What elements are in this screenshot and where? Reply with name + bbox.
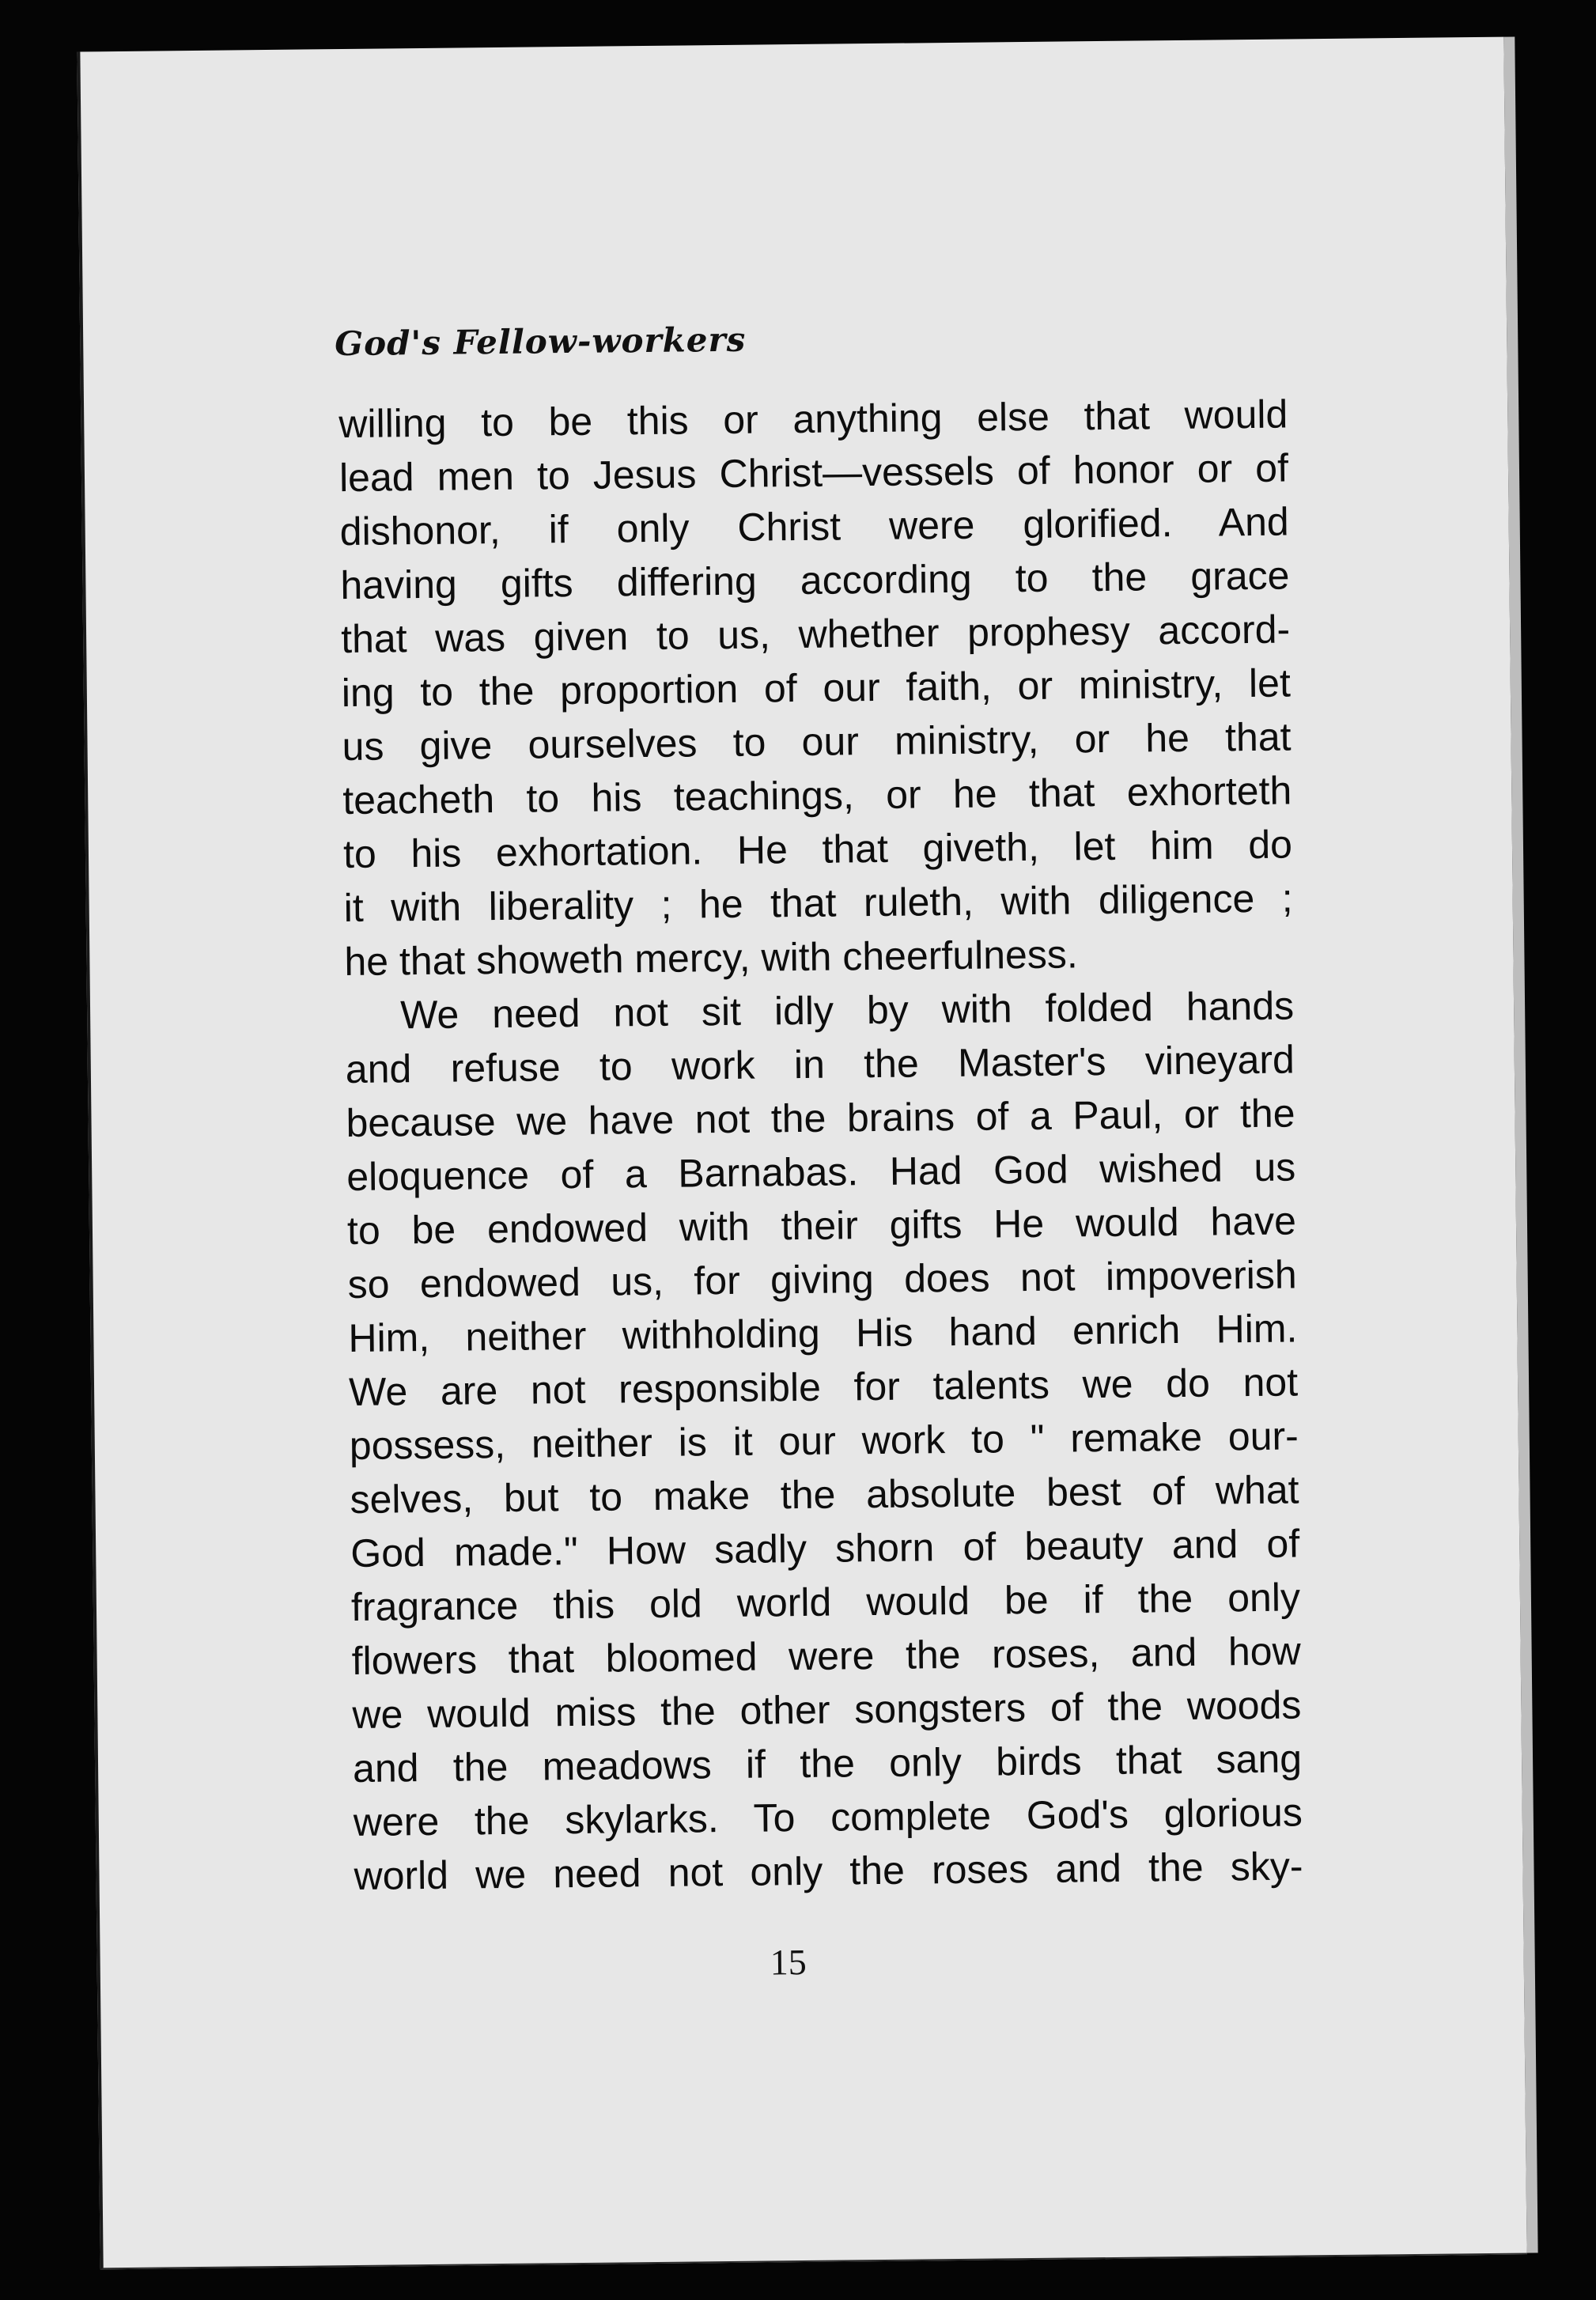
text-line: ing to the proportion of our faith, or ministry, let — [341, 660, 1292, 716]
text-line: We are not responsible for talents we do not — [348, 1360, 1299, 1415]
page-number: 15 — [770, 1941, 807, 1983]
text-line: eloquence of a Barnabas. Had God wished us — [346, 1144, 1296, 1200]
text-line: because we have not the brains of a Paul, or the — [346, 1091, 1295, 1146]
text-line: he that showeth mercy, with cheerfulness. — [344, 932, 1078, 985]
text-line: willing to be this or anything else that would — [338, 392, 1288, 447]
text-line: world we need not only the roses and the sky- — [354, 1844, 1303, 1898]
text-line: us give ourselves to our ministry, or he that — [342, 714, 1292, 770]
book-page — [77, 37, 1526, 2270]
text-line: that was given to us, whether prophesy accord- — [340, 607, 1291, 662]
text-line: to his exhortation. He that giveth, let him do — [342, 822, 1293, 877]
text-line: lead men to Jesus Christ—vessels of honor or of — [338, 445, 1289, 501]
body-text — [338, 388, 1303, 1903]
text-line: possess, neither is it our work to " remake our- — [349, 1413, 1299, 1469]
text-line: Him, neither withholding His hand enrich Him. — [348, 1306, 1298, 1361]
text-line: and the meadows if the only birds that sang — [352, 1736, 1303, 1791]
text-line: fragrance this old world would be if the only — [350, 1575, 1301, 1629]
text-line: having gifts differing according to the grace — [340, 553, 1290, 608]
paragraph-1 — [338, 388, 1294, 989]
text-line: We need not sit idly by with folded hands — [399, 983, 1295, 1038]
text-line: dishonor, if only Christ were glorified. And — [339, 499, 1289, 554]
text-line: to be endowed with their gifts He would have — [346, 1198, 1297, 1254]
text-line: it with liberality ; he that ruleth, with diligence ; — [343, 876, 1293, 931]
text-line: teacheth to his teachings, or he that exhorteth — [342, 768, 1292, 823]
paragraph-2 — [345, 978, 1303, 1903]
running-head: God's Fellow-workers — [334, 320, 747, 364]
text-line: and refuse to work in the Master's vineyard — [345, 1037, 1295, 1092]
text-line: so endowed us, for giving does not impoverish — [347, 1252, 1297, 1307]
text-line: selves, but to make the absolute best of what — [350, 1467, 1299, 1523]
text-line: we would miss the other songsters of the woods — [352, 1682, 1302, 1737]
page-number-wrap — [100, 1933, 1523, 1990]
text-line: flowers that bloomed were the roses, and how — [351, 1629, 1301, 1683]
text-line: were the skylarks. To complete God's glorious — [353, 1790, 1303, 1844]
text-line: God made." How sadly shorn of beauty and of — [350, 1521, 1300, 1576]
